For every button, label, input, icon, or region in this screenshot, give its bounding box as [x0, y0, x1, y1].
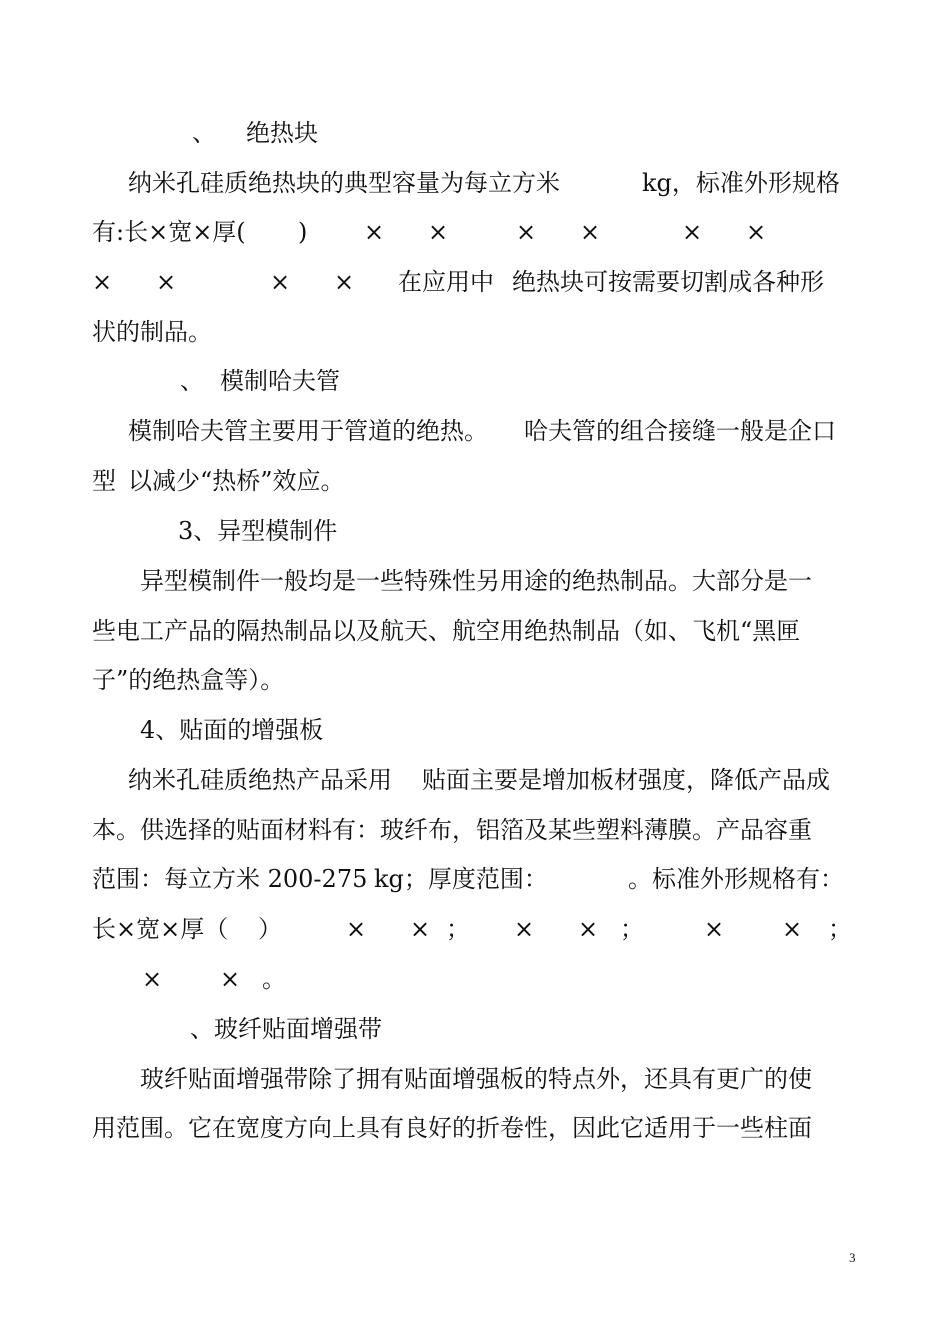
heading-shaped-parts: [0, 511, 950, 551]
text-fragment: ）: [258, 915, 282, 943]
heading-text: 4、贴面的增强板: [140, 716, 324, 744]
paragraph-line: [0, 1059, 950, 1099]
heading-text: 模制哈夫管: [220, 367, 340, 395]
text-fragment: ×: [580, 218, 601, 246]
text-fragment: ×: [514, 915, 535, 943]
text-fragment: ；: [620, 915, 644, 943]
text-fragment: 本。供选择的贴面材料有：玻纤布，铝箔及某些塑料薄膜。产品容重: [92, 816, 812, 844]
text-fragment: ×: [516, 218, 537, 246]
heading-text: 、玻纤贴面增强带: [190, 1015, 382, 1043]
text-fragment: kg，标准外形规格: [642, 169, 840, 197]
text-fragment: 型: [92, 467, 116, 495]
paragraph-line: [0, 959, 950, 999]
text-fragment: ×: [410, 915, 431, 943]
text-fragment: ×: [364, 218, 385, 246]
text-fragment: ×: [156, 268, 177, 296]
text-fragment: 。标准外形规格有：: [628, 865, 844, 893]
heading-text: 3、异型模制件: [178, 517, 338, 545]
text-fragment: 在应用中: [398, 268, 494, 296]
text-fragment: ×: [220, 965, 241, 993]
text-fragment: ×: [346, 915, 367, 943]
paragraph-line: [0, 163, 950, 203]
text-fragment: ×: [270, 268, 291, 296]
text-fragment: ；: [828, 915, 852, 943]
heading-molded-pipe: [0, 361, 950, 401]
text-fragment: ): [298, 218, 308, 246]
text-fragment: 、: [192, 119, 216, 147]
paragraph-line: [0, 909, 950, 949]
text-fragment: 长×宽×厚（: [92, 915, 229, 943]
paragraph-line: [0, 1108, 950, 1148]
paragraph-line: [0, 312, 950, 352]
paragraph-line: [0, 611, 950, 651]
paragraph-line: [0, 561, 950, 601]
page-number: 3: [849, 1250, 856, 1265]
text-fragment: 玻纤贴面增强带除了拥有贴面增强板的特点外，还具有更广的使: [140, 1065, 812, 1093]
text-fragment: ×: [746, 218, 767, 246]
text-fragment: ；: [446, 915, 470, 943]
text-fragment: ×: [682, 218, 703, 246]
paragraph-line: [0, 212, 950, 252]
heading-insulation-block: [0, 113, 950, 153]
text-fragment: ×: [142, 965, 163, 993]
text-fragment: 异型模制件一般均是一些特殊性另用途的绝热制品。大部分是一: [140, 567, 812, 595]
text-fragment: 贴面主要是增加板材强度，降低产品成: [422, 766, 830, 794]
text-fragment: 、: [180, 367, 204, 395]
paragraph-line: [0, 411, 950, 451]
text-fragment: ×: [334, 268, 355, 296]
text-fragment: kg；厚度范围：: [374, 865, 548, 893]
text-fragment: 些电工产品的隔热制品以及航天、航空用绝热制品（如、飞机“黑匣: [92, 617, 801, 645]
text-fragment: 以减少“热桥”效应。: [128, 467, 345, 495]
text-fragment: ×: [92, 268, 113, 296]
text-fragment: ×: [428, 218, 449, 246]
paragraph-line: [0, 859, 950, 899]
text-fragment: 哈夫管的组合接缝一般是企口: [524, 417, 836, 445]
paragraph-line: [0, 262, 950, 302]
text-fragment: 范围：每立方米 200-275: [92, 865, 368, 893]
text-fragment: 。: [262, 965, 286, 993]
paragraph-line: [0, 760, 950, 800]
paragraph-line: [0, 660, 950, 700]
text-fragment: ×: [782, 915, 803, 943]
heading-faced-board: [0, 710, 950, 750]
text-fragment: ×: [704, 915, 725, 943]
text-fragment: 子”的绝热盒等）。: [92, 666, 285, 694]
heading-text: 绝热块: [246, 119, 318, 147]
paragraph-line: [0, 810, 950, 850]
text-fragment: 有:长×宽×厚(: [92, 218, 246, 246]
heading-fiberglass-strip: [0, 1009, 950, 1049]
text-fragment: 纳米孔硅质绝热产品采用: [128, 766, 392, 794]
text-fragment: 纳米孔硅质绝热块的典型容量为每立方米: [128, 169, 560, 197]
text-fragment: ×: [578, 915, 599, 943]
text-fragment: 用范围。它在宽度方向上具有良好的折卷性，因此它适用于一些柱面: [92, 1114, 812, 1142]
text-fragment: 模制哈夫管主要用于管道的绝热。: [128, 417, 488, 445]
text-fragment: 状的制品。: [92, 318, 212, 346]
paragraph-line: [0, 461, 950, 501]
text-fragment: 绝热块可按需要切割成各种形: [512, 268, 824, 296]
